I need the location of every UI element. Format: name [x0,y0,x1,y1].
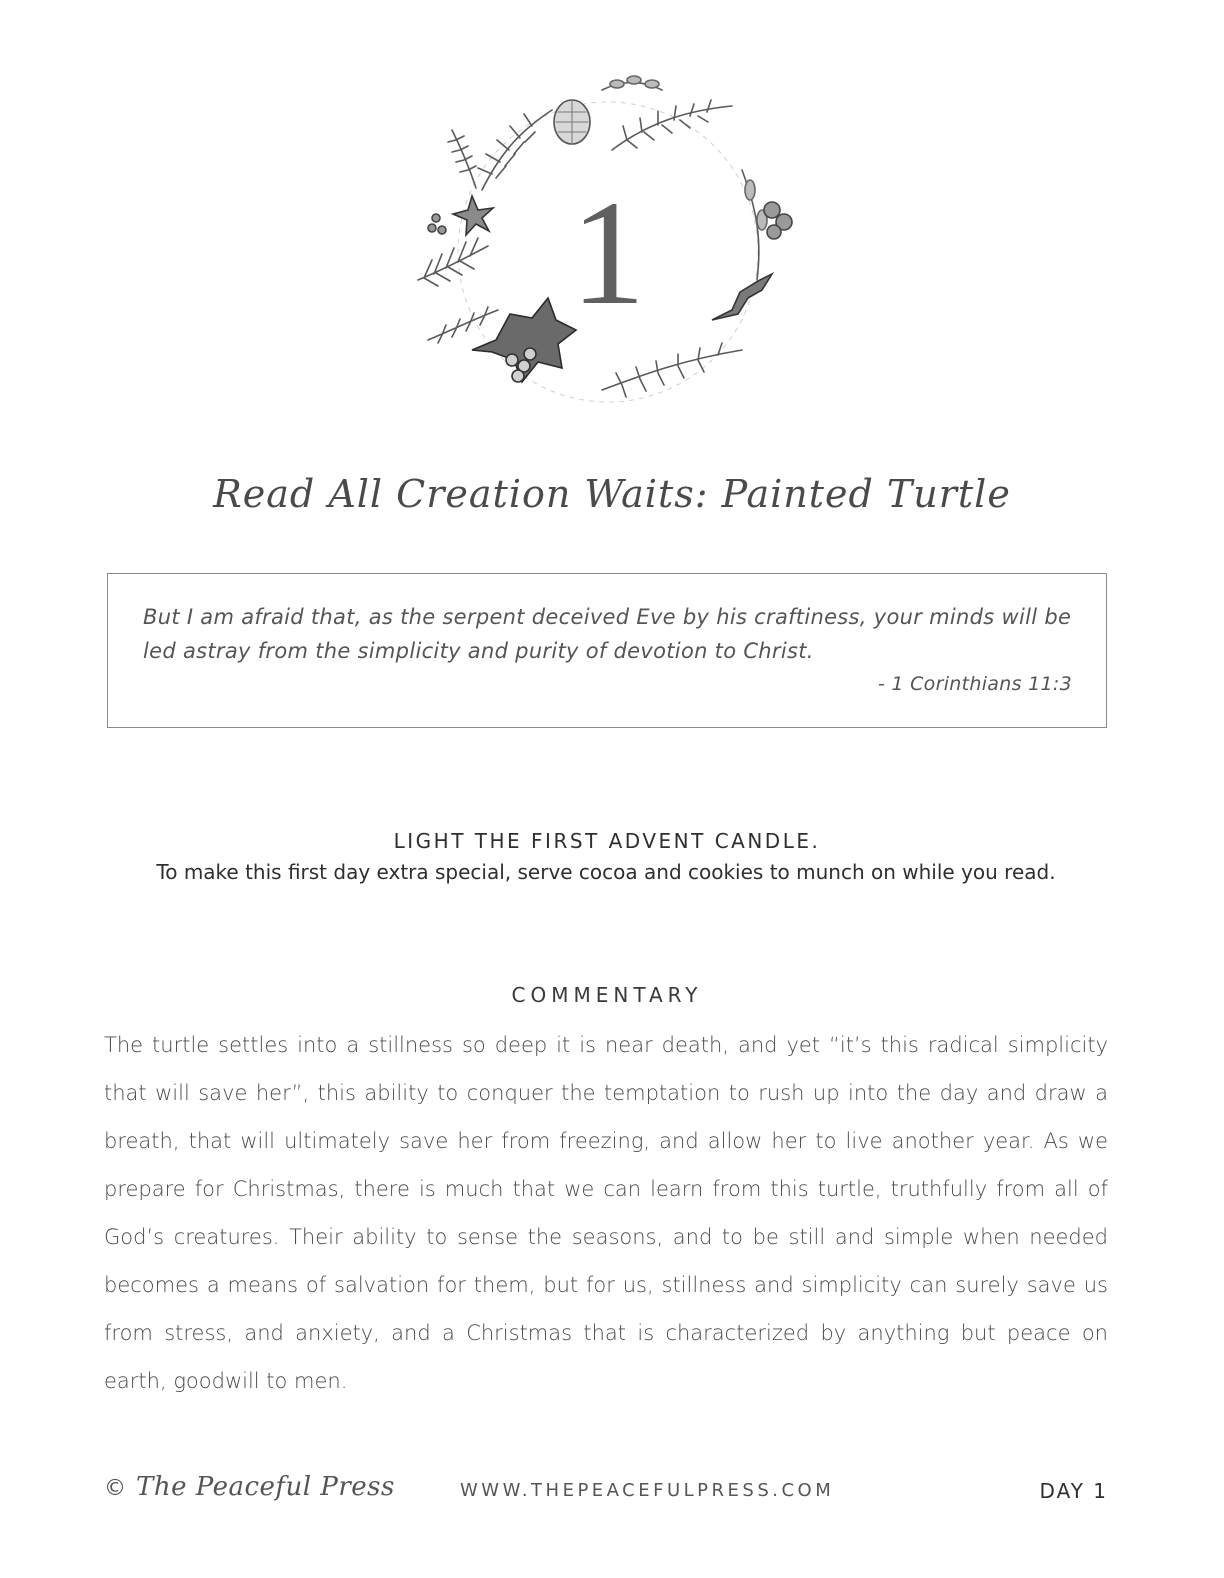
winter-wreath-illustration [412,70,804,430]
scripture-verse-box [107,573,1107,728]
footer-day-label: DAY 1 [1039,1479,1108,1503]
footer-brand [104,1472,395,1502]
copyright-symbol: © [104,1476,126,1501]
brand-name: The Peaceful Press [136,1472,395,1502]
commentary-heading: COMMENTARY [511,983,703,1007]
reading-title: Read All Creation Waits: Painted Turtle [213,472,1011,516]
candle-note: To make this first day extra special, serve cocoa and cookies to munch on while you read. [156,860,1056,884]
verse-text: But I am afraid that, as the serpent deceived Eve by his craftiness, your minds will be led astray from the simplicity and purity of devotion to Christ. [143,605,1072,663]
footer-url[interactable]: WWW.THEPEACEFULPRESS.COM [460,1480,835,1501]
verse-reference: - 1 Corinthians 11:3 [877,673,1072,695]
candle-heading: LIGHT THE FIRST ADVENT CANDLE. [393,829,821,853]
day-number: 1 [570,170,646,336]
commentary-body: The turtle settles into a stillness so deep it is near death, and yet “it’s this radical simplicity that will save her”, this ability to conquer the temptation to rush up into the day and draw a breath, that will ultimately save her from freezing, and allow her to live another year. As we prepare for Christmas, there is much that we can learn from this turtle, truthfully from all of God’s creatures. Their ability to sense the seasons, and to be still and simple when needed becomes a means of salvation for them, but for us, stillness and simplicity can surely save us from stress, and anxiety, and a Christmas that is characterized by anything but peace on earth, goodwill to men. [104,1033,1108,1393]
